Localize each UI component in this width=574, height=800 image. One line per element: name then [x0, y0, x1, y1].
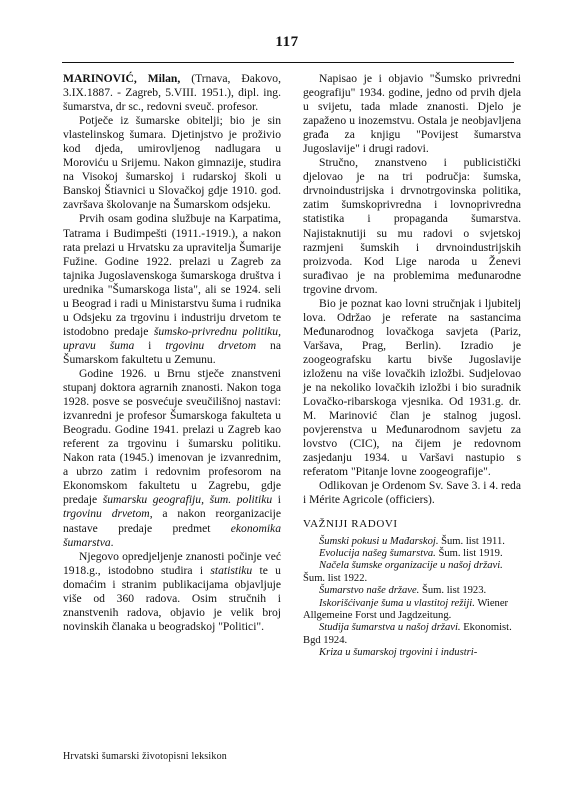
text-span: Godine 1926. u Brnu stječe znanstveni stupanj doktora agrarnih znanosti. Nakon toga 1928. posve se posvećuje sveučilišnoj nastavi: izvanredni je profesor Šumarskoga fakulteta u Beogradu. Godine 1941. prelazi u Zagreb kao referent za trgovinu i šumarsku politiku. Nakon rata (1945.) imenovan je izvanrednim, a ubrzo zatim i redovnim profesorom na Ekonomskom fakultetu u Zagrebu, gdje predaje — [63, 366, 281, 507]
paragraph-honors: Odlikovan je Ordenom Sv. Save 3. i 4. reda i Mérite Agricole (officiers). — [303, 479, 521, 507]
entry-headword: MARINOVIĆ, Milan, — [63, 72, 181, 85]
paragraph-origin: Potječe iz šumarske obitelji; bio je sin vlastelinskog šumara. Djetinjstvo je proživio kod djeda, umirovljenog nadlugara u Moroviću u Srijemu. Nakon gimnazije, studira na Visokoj šumarskoj i rudarskoj školi u Banskoj Štiavnici u Slovačkoj gdje 1910. god. završava školovanje na Šumarskom odsjeku. — [63, 114, 281, 212]
italic-span: šumarsku geografiju, šum. politiku — [102, 493, 273, 507]
text-span: te u domaćim i stranim publikacijama objavljuje više od 360 radova. Osim stručnih i znanstvenih radova, objavio je velik broj novinskih članaka u beogradskoj "Politici". — [63, 563, 281, 633]
reference-item — [303, 647, 521, 659]
page-footer: Hrvatski šumarski životopisni leksikon — [63, 751, 227, 762]
reference-item — [303, 622, 521, 647]
reference-title: Evolucija našeg šumarstva. — [319, 547, 436, 559]
reference-item — [303, 560, 521, 585]
text-span: i — [134, 338, 166, 352]
reference-title: Kriza u šumarskoj trgovini i industri- — [319, 647, 478, 659]
reference-title: Iskorišćivanje šuma u vlastitoj režiji. — [319, 597, 475, 609]
entry-heading-details: (Trnava, Đakovo, 3.IX.1887. - Zagreb, 5.VIII. 1951.), dipl. ing. šumarstva, dr sc., redovni sveuč. profesor. — [63, 72, 281, 114]
left-column — [63, 72, 281, 634]
text-span: . — [110, 535, 114, 549]
paragraph-research — [63, 550, 281, 634]
reference-source: Šum. list 1923. — [419, 585, 487, 597]
references-heading: VAŽNIJI RADOVI — [303, 518, 398, 531]
paragraph-fields: Stručno, znanstveno i publicistički djelovao je na tri područja: šumska, drvnoindustrijska i drvnotrgovinska politika, zatim šumskoprivredna i lovnoprivredna statistika i propaganda šumarstva. Najistaknutiji su mu radovi o svjetskoj razmjeni šumskih i drvnoindustrijskih proizvoda. Kod Lige naroda u Ženevi surađivao je na problemima međunarodne trgovine drvom. — [303, 156, 521, 296]
reference-source: Wiener Allgemeine Forst und Jagdzeitung. — [303, 597, 509, 621]
paragraph-career — [63, 212, 281, 367]
page-number: 117 — [275, 34, 299, 50]
reference-item — [303, 548, 521, 560]
header-rule — [62, 62, 514, 63]
paragraph-hunting: Bio je poznat kao lovni stručnjak i ljubitelj lova. Održao je referate na sastancima Međunarodnog lovačkoga savjeta (Pariz, Varšava, Prag, Berlin). Izradio je zoogeografsku kartu bivše Jugoslavije izloženu na više lovačkih izložbi. Sudjelovao je na nekoliko lovačkih izložbi i bio suradnik Lovačko-ribarskoga vjesnika. Od 1931.g. dr. M. Marinović član je stalnog jugosl. povjerenstva u Međunarodnom savjetu za lovstvo (CIC), na čijem je redovnom zasjedanju 1934. u Varšavi nastupio s referatom "Pitanje lovne zoogeografije". — [303, 296, 521, 479]
reference-source: Šum. list 1922. — [303, 572, 368, 584]
paragraph-academic — [63, 367, 281, 550]
text-span: na Šumarskom fakultetu u Zemunu. — [63, 338, 281, 366]
reference-title: Studija šumarstva u našoj državi. — [319, 622, 461, 634]
reference-source: Šum. list 1919. — [435, 547, 503, 559]
paragraph-publications: Napisao je i objavio "Šumsko privredni geografiju" 1934. godine, jedno od prvih djela u svijetu, tada mlade znanosti. Djelo je zapaženo u inozemstvu. Ostala je neobjavljena građa za knjigu "Povijest šumarstva Jugoslavije" i drugi radovi. — [303, 72, 521, 156]
reference-title: Načela šumske organizacije u našoj državi. — [319, 560, 503, 572]
text-span: i — [272, 493, 281, 507]
reference-source: Šum. list 1911. — [438, 535, 505, 547]
text-span: , a nakon reorganizacije nastave predaje predmet — [63, 507, 282, 535]
entry-heading — [63, 72, 281, 114]
reference-source: Ekonomist. Bgd 1924. — [303, 622, 512, 646]
reference-title: Šumarstvo naše države. — [319, 585, 420, 597]
italic-span: ekonomika šumarstva — [63, 521, 281, 549]
references-list — [303, 536, 521, 660]
right-column — [303, 72, 521, 660]
reference-item — [303, 585, 521, 597]
reference-title: Šumski pokusi u Mađarskoj. — [319, 535, 439, 547]
text-span: Njegovo opredjeljenje znanosti počinje već 1918.g., istodobno studira i — [63, 549, 281, 577]
italic-span: trgovinu drvetom — [63, 507, 150, 521]
text-span: Prvih osam godina službuje na Karpatima, Tatrama i Budimpešti (1911.-1919.), a nakon rata prelazi u Hrvatsku za upravitelja Šumarije Fužine. Godine 1922. prelazi u Zagreb za tajnika Jugoslavenskoga šumarskoga društva i urednika "Šumarskoga lista", ali se 1924. seli u Beograd i radi u Ministarstvu šuma i rudnika u Odsjeku za trgovinu i industriju drvetom te istodobno predaje — [63, 212, 281, 338]
italic-span: trgovinu drvetom — [165, 338, 257, 352]
reference-item — [303, 598, 521, 623]
italic-span: šumsko-privrednu politiku, upravu šuma — [63, 324, 281, 352]
italic-span: statistiku — [210, 563, 253, 577]
reference-item — [303, 536, 521, 548]
